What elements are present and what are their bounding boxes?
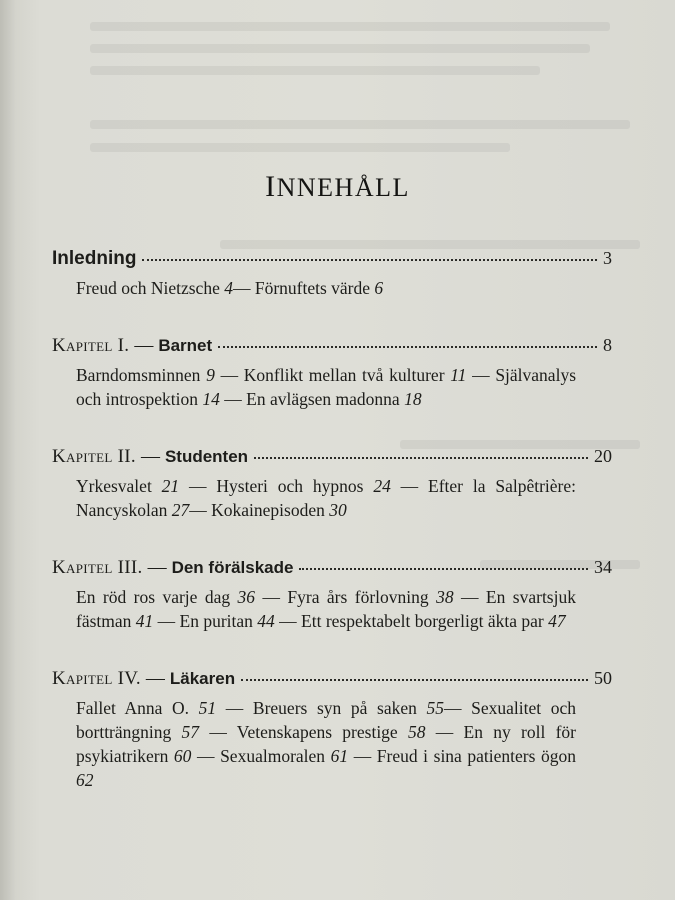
chapter-page-number: 8 bbox=[603, 335, 612, 355]
section-list bbox=[76, 585, 576, 633]
toc-heading-line bbox=[52, 665, 612, 692]
section-title: — Ett respektabelt borgerligt äkta par bbox=[274, 611, 549, 631]
page-edge-shadow bbox=[0, 0, 16, 900]
toc-entry bbox=[52, 245, 612, 300]
section-list bbox=[76, 276, 576, 300]
section-list bbox=[76, 474, 576, 522]
toc-entry bbox=[52, 332, 612, 411]
toc-heading-line bbox=[52, 443, 612, 470]
toc-heading-line bbox=[52, 554, 612, 581]
section-title: Yrkesvalet bbox=[76, 476, 162, 496]
section-page-number: 41 bbox=[135, 611, 154, 631]
toc-heading-line bbox=[52, 332, 612, 359]
section-title: Fallet Anna O. bbox=[76, 698, 199, 718]
toc-heading-label bbox=[52, 555, 293, 581]
toc-entry bbox=[52, 443, 612, 522]
section-title: — En avlägsen madonna bbox=[219, 389, 405, 409]
bleed-through-text bbox=[90, 143, 510, 152]
section-page-number: 18 bbox=[404, 389, 422, 409]
section-title: — Förnuftets värde bbox=[232, 278, 375, 298]
section-page-number: 9 bbox=[206, 365, 215, 385]
section-page-number: 62 bbox=[76, 770, 94, 790]
toc-heading-label bbox=[52, 444, 248, 470]
chapter-page-number: 50 bbox=[594, 668, 612, 688]
section-page-number: 11 bbox=[450, 365, 467, 385]
dot-leader bbox=[142, 255, 597, 261]
section-title: — Fyra års förlovning bbox=[255, 587, 437, 607]
section-title: En röd ros varje dag bbox=[76, 587, 238, 607]
section-page-number: 30 bbox=[329, 500, 347, 520]
section-page-number: 6 bbox=[374, 278, 384, 298]
section-title: — En svartsjuk fästman bbox=[76, 587, 576, 631]
section-page-number: 36 bbox=[237, 587, 256, 607]
section-page-number: 57 bbox=[181, 722, 200, 742]
chapter-title: Barnet bbox=[158, 336, 213, 355]
dot-leader bbox=[299, 564, 588, 570]
toc-entry bbox=[52, 665, 612, 792]
section-page-number: 44 bbox=[257, 611, 275, 631]
chapter-dash: — bbox=[147, 557, 167, 578]
chapter-page-number: 34 bbox=[594, 557, 612, 577]
chapter-title: Studenten bbox=[164, 447, 249, 466]
title-rest: NNEHÅLL bbox=[276, 173, 410, 202]
section-page-number: 27 bbox=[171, 500, 190, 520]
section-title: Barndomsminnen bbox=[76, 365, 207, 385]
section-page-number: 58 bbox=[407, 722, 426, 742]
chapter-number: Kapitel III. bbox=[52, 557, 143, 578]
chapter-dash: — bbox=[140, 446, 160, 467]
chapter-dash: — bbox=[134, 335, 154, 356]
toc-heading-label bbox=[52, 333, 212, 359]
section-title: — Självanalys och introspektion bbox=[76, 365, 577, 409]
section-page-number: 24 bbox=[373, 476, 391, 496]
section-title: — Vetenskapens prestige bbox=[199, 722, 408, 742]
bleed-through-text bbox=[90, 22, 610, 31]
page-title bbox=[0, 170, 675, 204]
section-page-number: 4 bbox=[224, 278, 233, 298]
section-page-number: 47 bbox=[548, 611, 566, 631]
section-page-number: 21 bbox=[161, 476, 180, 496]
chapter-number: Kapitel I. bbox=[52, 335, 130, 356]
chapter-dash: — bbox=[145, 668, 165, 689]
section-title: — Hysteri och hypnos bbox=[179, 476, 374, 496]
toc-entry bbox=[52, 554, 612, 633]
title-initial: I bbox=[265, 170, 277, 203]
bleed-through-text bbox=[90, 120, 630, 129]
section-title: — Sexualitet och bortträngning bbox=[76, 698, 576, 742]
section-page-number: 55 bbox=[426, 698, 444, 718]
dot-leader bbox=[241, 675, 588, 681]
section-title: — En ny roll för psykiatrikern bbox=[76, 722, 576, 766]
section-page-number: 60 bbox=[173, 746, 192, 766]
toc-heading-label bbox=[52, 666, 235, 692]
section-title: — En puritan bbox=[153, 611, 258, 631]
section-title: Freud och Nietzsche bbox=[76, 278, 225, 298]
toc-heading-label bbox=[52, 246, 136, 272]
chapter-title: Den förälskade bbox=[171, 558, 294, 577]
dot-leader bbox=[218, 342, 597, 348]
chapter-title: Läkaren bbox=[169, 669, 236, 688]
chapter-page-number: 3 bbox=[603, 248, 612, 268]
section-list bbox=[76, 696, 576, 792]
section-page-number: 51 bbox=[198, 698, 217, 718]
chapter-number: Kapitel IV. bbox=[52, 668, 141, 689]
section-title: — Konflikt mellan två kulturer bbox=[214, 365, 451, 385]
section-title: — Efter la Salpêtrière: Nancyskolan bbox=[76, 476, 576, 520]
section-title: — Breuers syn på saken bbox=[216, 698, 427, 718]
section-page-number: 61 bbox=[330, 746, 349, 766]
chapter-page-number: 20 bbox=[594, 446, 612, 466]
section-page-number: 14 bbox=[202, 389, 220, 409]
section-title: — Kokainepisoden bbox=[189, 500, 330, 520]
section-title: — Sexualmoralen bbox=[191, 746, 331, 766]
chapter-title: Inledning bbox=[52, 248, 137, 269]
dot-leader bbox=[254, 453, 588, 459]
bleed-through-text bbox=[90, 66, 540, 75]
section-title: — Freud i sina patienters ögon bbox=[348, 746, 576, 766]
section-list bbox=[76, 363, 576, 411]
table-of-contents bbox=[52, 245, 612, 824]
chapter-number: Kapitel II. bbox=[52, 446, 136, 467]
toc-heading-line bbox=[52, 245, 612, 272]
section-page-number: 38 bbox=[436, 587, 454, 607]
bleed-through-text bbox=[90, 44, 590, 53]
